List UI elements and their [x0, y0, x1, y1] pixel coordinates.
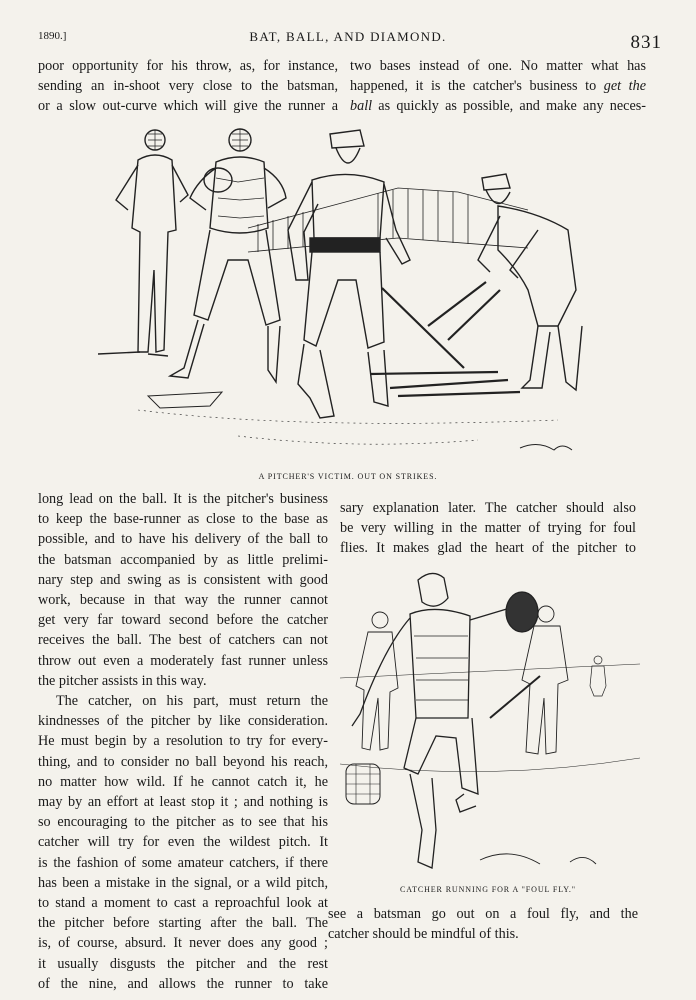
text-line: is the fashion of some amateur catchers, if there — [38, 854, 328, 871]
top-right-column — [350, 56, 646, 117]
text-line: work, because in that way the runner cannot — [38, 592, 328, 609]
text-line: may by an effort at least stop it ; and nothing is — [38, 794, 328, 811]
text-line: He must begin by a resolution to try for every- — [38, 733, 328, 750]
figure-caption-1: A PITCHER'S VICTIM. OUT ON STRIKES. — [258, 472, 438, 481]
illustration-catcher-foul-fly — [340, 568, 640, 876]
running-header — [38, 28, 662, 53]
text-line: possible, and to have his delivery of the ball to — [38, 531, 328, 548]
figure-caption-2: CATCHER RUNNING FOR A "FOUL FLY." — [400, 885, 576, 894]
text-line: catcher will try for even the wildest pitch. It — [38, 834, 328, 851]
text-line: is, of course, absurd. It never does any good ; — [38, 935, 328, 952]
text-line: get very far toward second before the catcher — [38, 612, 328, 629]
text-line: kindnesses of the pitcher by like consideration. — [38, 713, 328, 730]
text-run: as quickly as possible, and make any neces- — [372, 98, 646, 115]
text-line: so encouraging to the pitcher as to see that his — [38, 814, 328, 831]
left-column — [38, 489, 328, 994]
page-number: 831 — [630, 32, 662, 53]
header-year: 1890.] — [38, 30, 67, 42]
text-line: the pitcher assists in this way. — [38, 672, 207, 689]
text-line: be very willing in the matter of trying for foul — [340, 520, 636, 537]
text-line: poor opportunity for his throw, as, for instance, — [38, 58, 338, 74]
text-line: to stand a moment to cast a reproachful look at — [38, 895, 328, 912]
text-line: flies. It makes glad the heart of the pitcher to — [340, 540, 636, 557]
text-line: throw out even a moderately fast runner unless — [38, 652, 328, 669]
text-run: happened, it is the catcher's business to — [350, 78, 597, 95]
text-line: of the nine, and allows the runner to take — [38, 975, 328, 992]
text-line — [350, 76, 646, 96]
text-line: see a batsman go out on a foul fly, and the — [328, 906, 638, 922]
italic-run: get the — [603, 78, 647, 95]
text-line: catcher should be mindful of this. — [328, 926, 519, 943]
right-column-bottom — [328, 904, 638, 944]
top-left-column — [38, 56, 338, 117]
text-line: no matter how wild. If he cannot catch it, he — [38, 773, 328, 790]
text-line: nary step and swing as is consistent with good — [38, 571, 328, 588]
text-line: thing, and to consider no ball beyond his reach, — [38, 753, 328, 770]
text-line: it usually disgusts the pitcher and the rest — [38, 955, 328, 972]
text-line: the batsman accompanied by as little prelimi- — [38, 551, 328, 568]
text-line: long lead on the ball. It is the pitcher's business — [38, 491, 328, 507]
italic-run: ball — [350, 98, 373, 115]
illustration-pitchers-victim — [98, 120, 598, 470]
text-line: sary explanation later. The catcher should also — [340, 500, 636, 516]
text-line: two bases instead of one. No matter what has — [350, 58, 646, 74]
header-title: BAT, BALL, AND DIAMOND. — [249, 29, 447, 44]
text-line: sending an in-shoot very close to the batsman, — [38, 78, 338, 95]
text-line: or a slow out-curve which will give the runner a — [38, 98, 338, 115]
text-line: receives the ball. The best of catchers can not — [38, 632, 328, 649]
text-line: has been a mistake in the signal, or a wild pitch, — [38, 874, 328, 891]
right-column-top — [340, 498, 636, 559]
text-line: to keep the base-runner as close to the base as — [38, 511, 328, 528]
text-line: The catcher, on his part, must return the — [56, 693, 328, 710]
text-line — [350, 96, 646, 116]
text-line: the pitcher before starting after the ball. The — [38, 915, 328, 932]
